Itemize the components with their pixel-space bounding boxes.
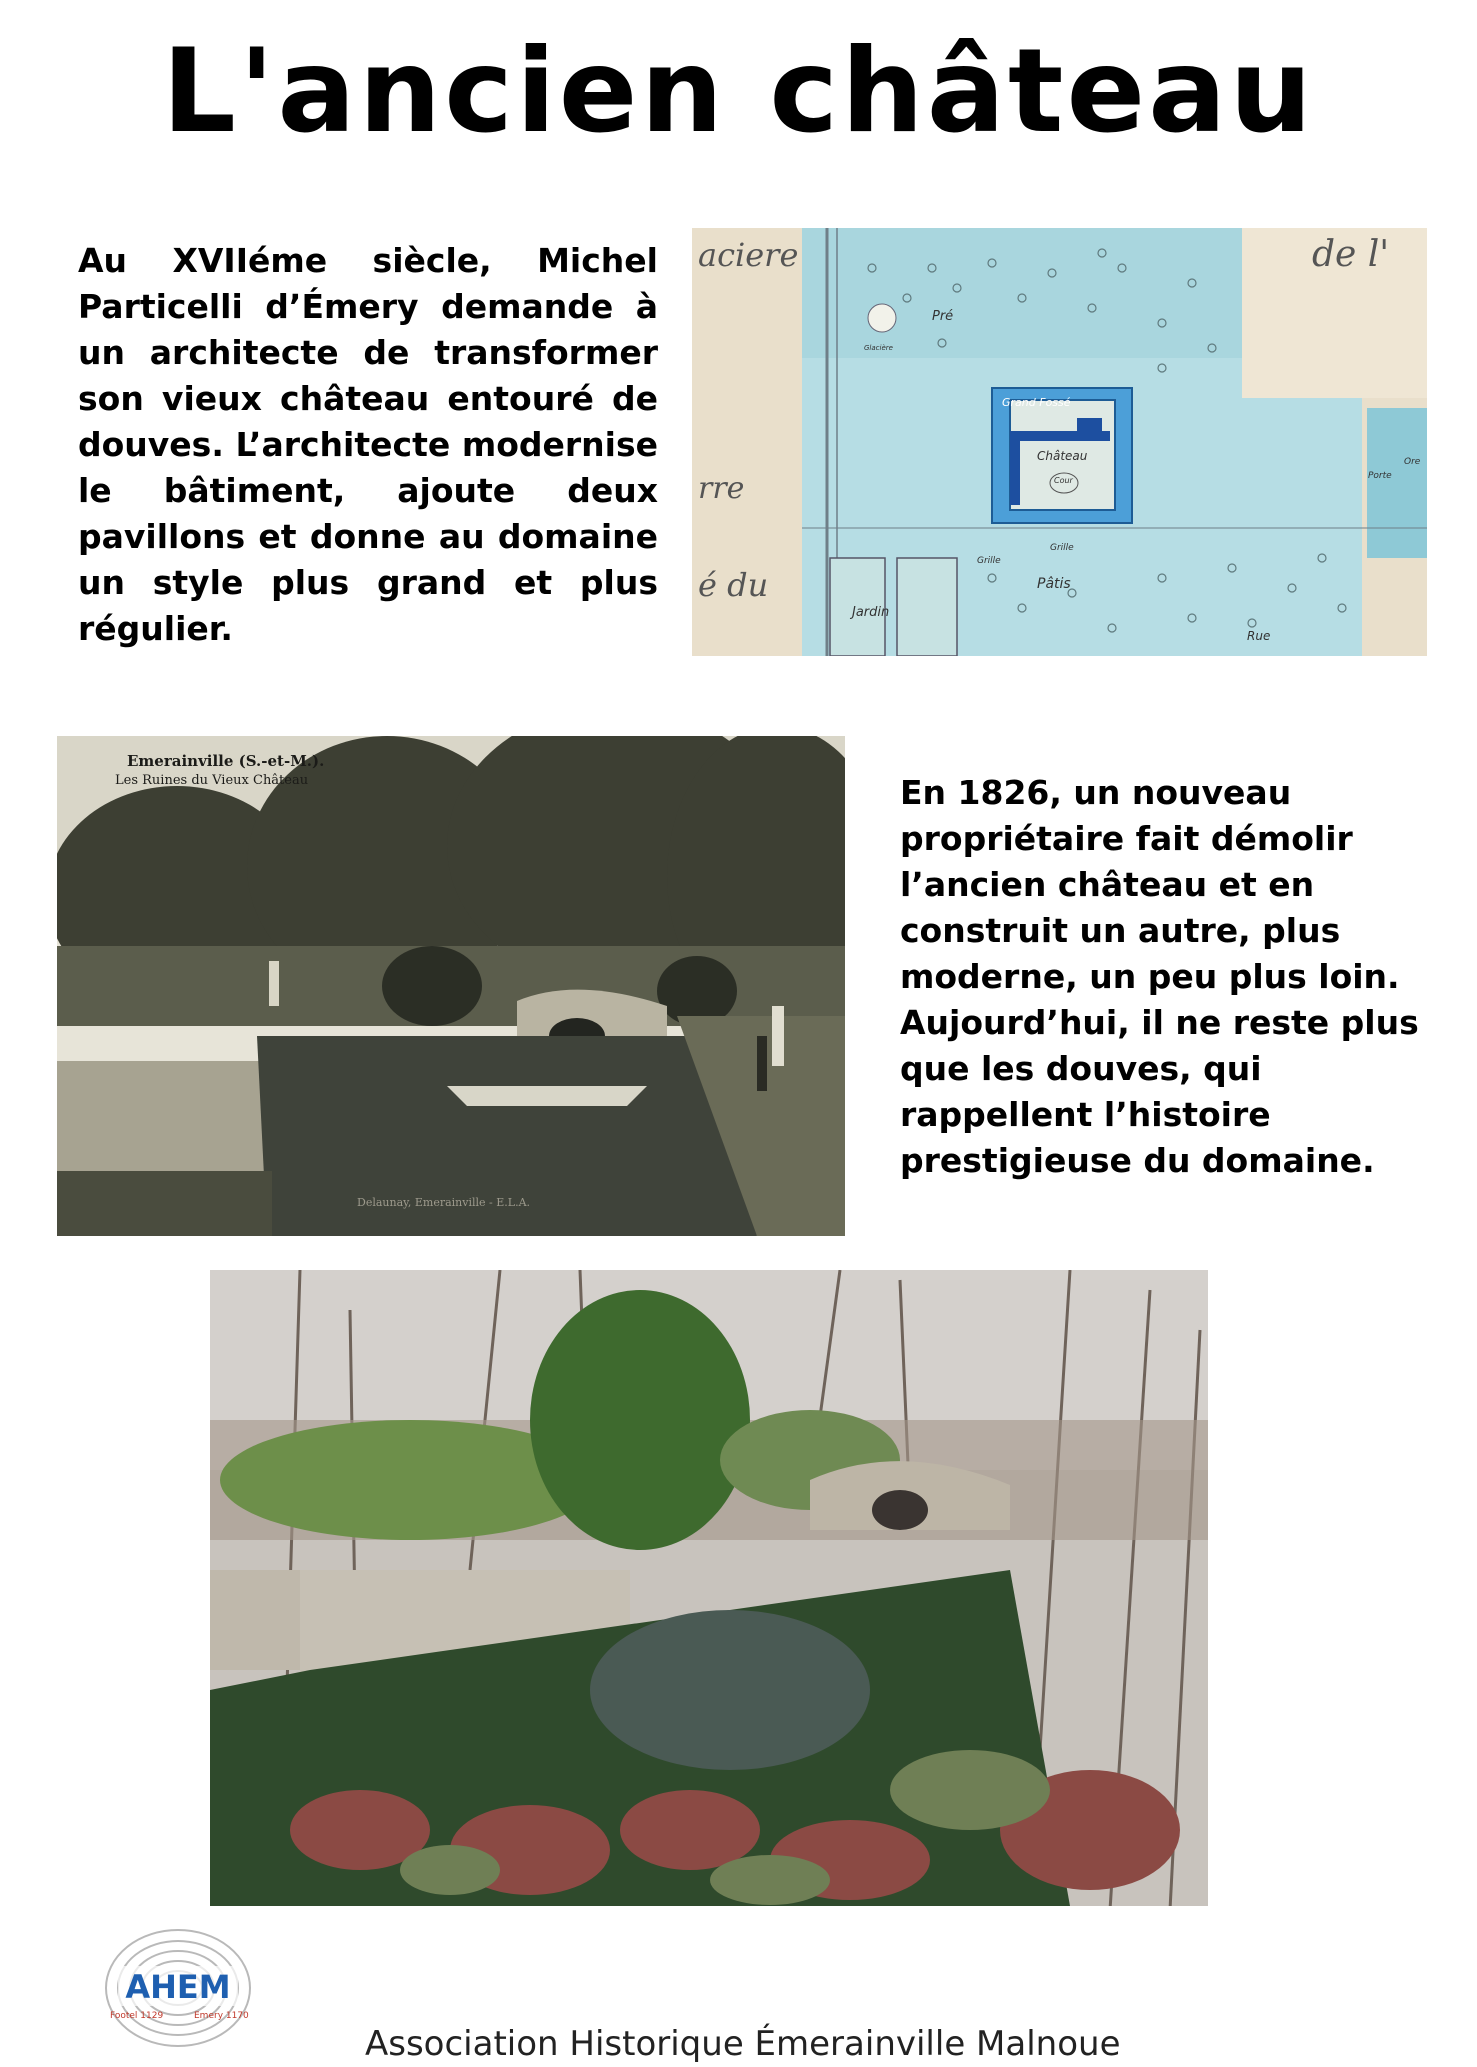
map-label-chateau: Château xyxy=(1037,449,1088,463)
map-label-de: de l' xyxy=(1312,234,1390,275)
map-label-glaciere-small: Glacière xyxy=(864,344,893,352)
map-label-pre: Pré xyxy=(932,309,954,324)
logo-text: AHEM xyxy=(125,1968,231,2006)
map-label-porte: Porte xyxy=(1368,471,1392,481)
logo-right-text: Emery 1170 xyxy=(194,2011,249,2021)
map-label-rre: rre xyxy=(698,471,745,506)
old-postcard-image xyxy=(57,736,845,1236)
association-name: Association Historique Émerainville Malnoue xyxy=(365,2024,1121,2064)
ahem-logo xyxy=(98,1926,258,2056)
intro-paragraph: Au XVIIéme siècle, Michel Particelli d’Émery demande à un architecte de transformer son vieux château entouré de douves. L’architecte modernise le bâtiment, ajoute deux pavillons et donne au domaine un style plus grand et plus régulier. xyxy=(78,241,658,648)
map-label-patis: Pâtis xyxy=(1037,576,1071,592)
modern-moat-photo xyxy=(210,1270,1208,1906)
map-label-grand-fosse: Grand Fossé xyxy=(1002,396,1071,409)
map-label-grille-2: Grille xyxy=(1050,543,1074,553)
map-label-grille-1: Grille xyxy=(977,556,1001,566)
historical-map-image xyxy=(692,228,1427,656)
map-label-ore: Ore xyxy=(1404,457,1421,467)
map-label-cour: Cour xyxy=(1054,476,1073,485)
postcard-caption-line-1: Emerainville (S.-et-M.). xyxy=(127,752,325,770)
logo-left-text: Footel 1129 xyxy=(110,2011,164,2021)
map-label-jardin: Jardin xyxy=(852,605,890,620)
postcard-caption-line-2: Les Ruines du Vieux Château xyxy=(115,773,309,788)
map-label-rue: Rue xyxy=(1247,629,1271,643)
postcard-publisher: Delaunay, Emerainville - E.L.A. xyxy=(357,1196,531,1209)
map-label-aciere: aciere xyxy=(698,236,799,274)
history-paragraph: En 1826, un nouveau propriétaire fait démolir l’ancien château et en construit un autre, plus moderne, un peu plus loin. Aujourd’hui, il ne reste plus que les douves, qui rappellent l’histoire prestigieuse du domaine. xyxy=(900,773,1419,1180)
page-title: L'ancien château xyxy=(161,24,1316,159)
map-label-e-du: é du xyxy=(698,566,769,604)
